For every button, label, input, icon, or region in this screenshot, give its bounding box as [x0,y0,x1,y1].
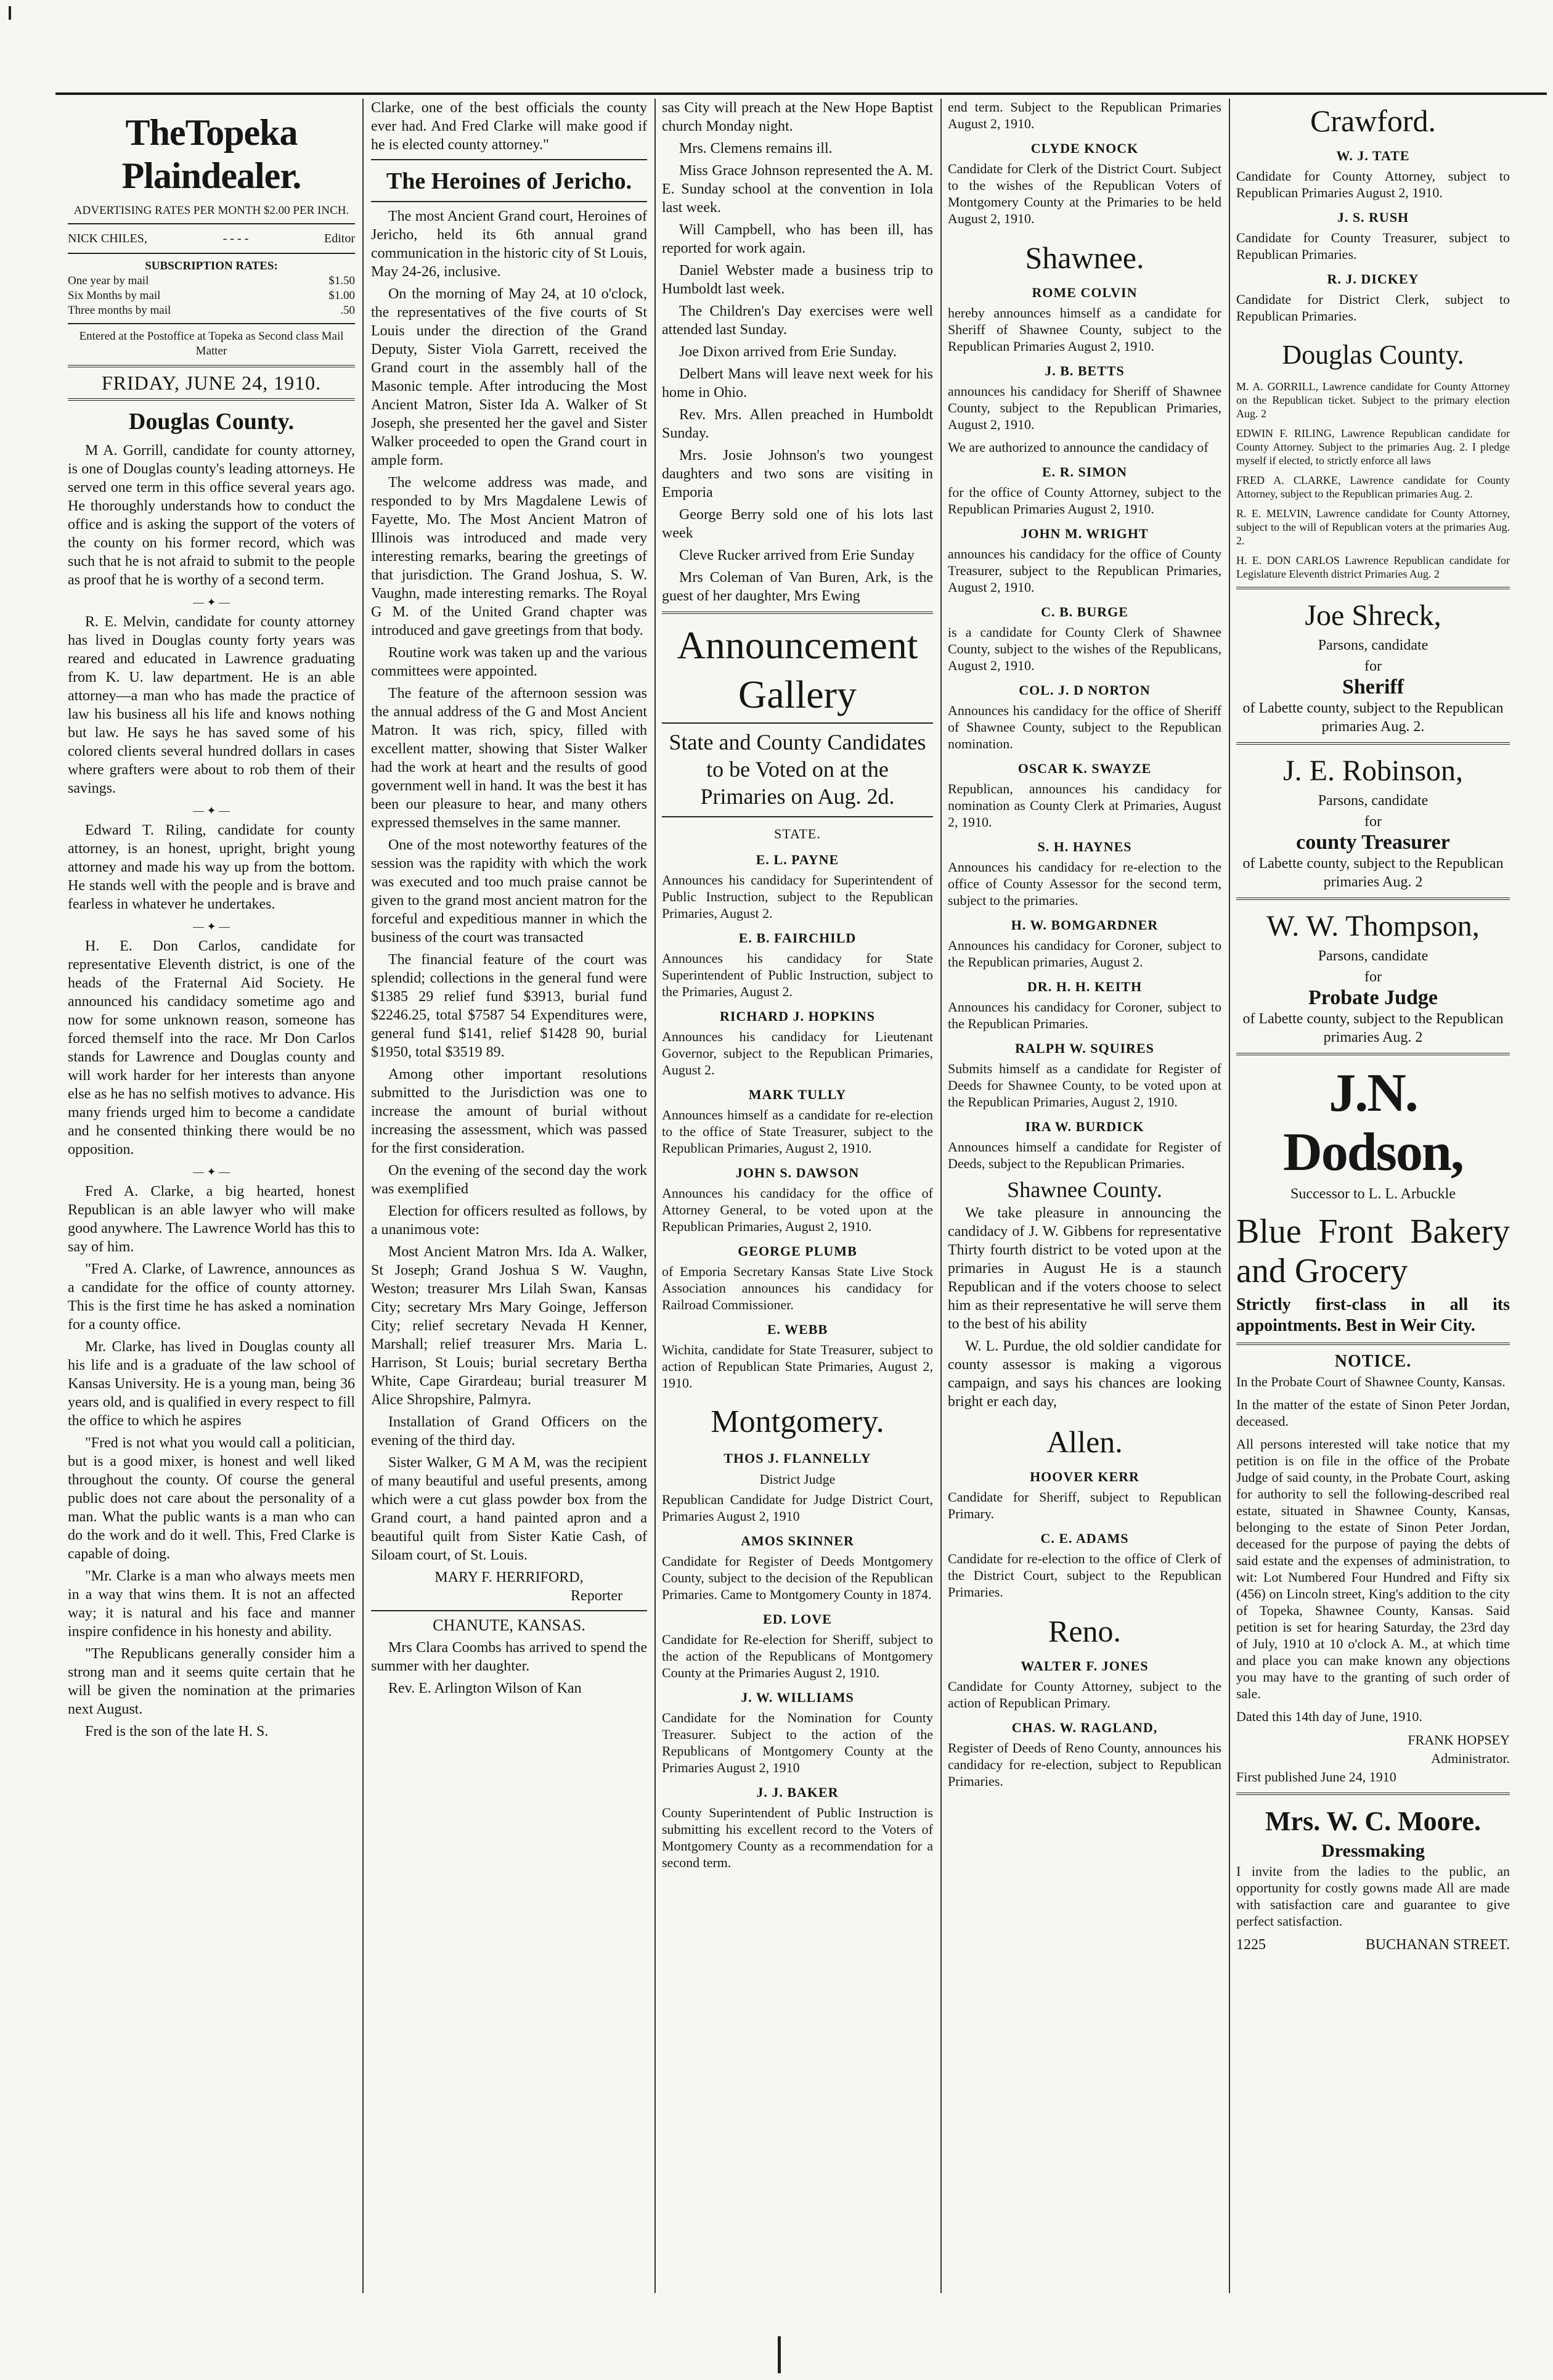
article-paragraph: Rev. E. Arlington Wilson of Kan [388,1680,582,1696]
candidate-announcement: Wichita, candidate for State Treasurer, subject to action of Republican State Primaries, August 2, 1910. [662,1342,933,1391]
candidate-name: GEORGE PLUMB [738,1243,857,1259]
notice-paragraph: Dated this 14th day of June, 1910. [1236,1709,1422,1724]
article-paragraph: On the morning of May 24, at 10 o'clock, the representatives of the five courts of St Louis under the direction of the Grand Deputy, Sister Viola Garrett, received the Grand court in the assembly hall of the Masonic temple. After introducing the Most Ancient Matron, Sister Ida A. Walker of St Joseph, she presented her the gavel and Sister Walker proceeded to open the Grand court in ample form. [371,286,647,468]
gallery-heading: Announcement [677,623,918,667]
ad-office: Dressmaking [1321,1841,1425,1861]
candidate-announcement: Candidate for County Treasurer, subject to Republican Primaries. [1236,230,1510,262]
news-item: Mrs. Josie Johnson's two youngest daughters and two sons are visiting in Emporia [662,448,933,501]
divider [68,253,355,254]
candidate-announcement: for the office of County Attorney, subject to the Republican Primaries August 2, 1910. [948,485,1221,517]
notice-paragraph: In the Probate Court of Shawnee County, Kansas. [1236,1374,1506,1389]
news-item: George Berry sold one of his lots last week [662,507,933,541]
candidate-announcement: end term. Subject to the Republican Primaries August 2, 1910. [948,99,1221,131]
article-paragraph: Clarke, one of the best officials the county ever had. And Fred Clarke will make good if he is elected county attorney." [371,100,647,153]
ad-office: Sheriff [1342,676,1404,698]
ad-place: Parsons, candidate [1318,948,1429,964]
article-paragraph: Edward T. Riling, candidate for county attorney, is an honest, upright, bright young attorney and made his way up from the bottom. He stands well with the people and is brave and fearless in whatever he undertakes. [68,822,355,912]
ad-name: J. E. Robinson, [1282,754,1464,787]
candidate-name: MARK TULLY [748,1087,847,1102]
column-rule [654,99,656,2293]
candidate-announcement: R. E. MELVIN, Lawrence candidate for County Attorney, subject to the will of Republican voters at the primaries Aug. 2. [1236,507,1510,547]
divider [371,1610,647,1611]
candidate-name: HOOVER KERR [1030,1469,1139,1484]
bakery-tagline: Strictly first-class in all its appointments. Best in Weir City. [1236,1295,1510,1335]
candidate-announcement: Candidate for County Attorney, subject to the action of Republican Primary. [948,1679,1221,1711]
candidate-announcement: Candidate for District Clerk, subject to Republican Primaries. [1236,292,1510,324]
candidate-name: C. E. ADAMS [1040,1531,1129,1546]
ad-successor: Successor to L. L. Arbuckle [1290,1186,1456,1202]
ad-name: J.N. Dodson, [1283,1063,1463,1182]
article-paragraph: "Fred A. Clarke, of Lawrence, announces as a candidate for the office of county attorney. This is the first time he has asked a nomination for a county office. [68,1261,355,1333]
section-label: STATE. [774,826,821,841]
candidate-name: ED. LOVE [763,1611,832,1627]
candidate-announcement: EDWIN F. RILING, Lawrence Republican candidate for County Attorney. Subject to the primaries Aug. 2. I pledge myself if elected, to strictly enforce all laws [1236,427,1510,467]
article-paragraph: Election for officers resulted as follows, by a unanimous vote: [371,1203,647,1238]
divider [662,611,933,614]
candidate-announcement: Announces his candidacy for the office of Attorney General, to be voted upon at the Republican Primaries, August 2, 1910. [662,1185,933,1234]
separator: — ✦ — [192,804,230,817]
candidate-name: AMOS SKINNER [741,1533,854,1548]
gallery-heading: Gallery [738,673,857,716]
editor-label: Editor [324,232,355,245]
scan-mark [778,2336,781,2373]
candidate-announcement: M. A. GORRILL, Lawrence candidate for County Attorney on the Republican ticket. Subject to the primary election Aug. 2 [1236,380,1510,420]
news-item: Mrs Coleman of Van Buren, Ark, is the guest of her daughter, Mrs Ewing [662,570,933,604]
rate-row [68,274,355,288]
candidate-announcement: Announces his candidacy for re-election to the office of County Assessor for the second term, subject to the primaries. [948,859,1221,908]
candidate-announcement: Announces his candidacy for Lieutenant Governor, subject to the Republican Primaries, August 2. [662,1029,933,1078]
news-item: Miss Grace Johnson represented the A. M. E. Sunday school at the convention in Iola last week. [662,163,933,216]
candidate-announcement: Submits himself as a candidate for Register of Deeds for Shawnee County, to be voted upon at the Republican Primaries, August 2, 1910. [948,1061,1221,1110]
divider [1236,1793,1510,1795]
ad-for: for [1364,658,1382,674]
county-heading: Shawnee County. [1007,1177,1162,1202]
rate-label: Six Months by mail [68,289,161,302]
divider [68,223,355,224]
article-paragraph: We take pleasure in announcing the candidacy of J. W. Gibbens for representative Thirty fourth district to be voted upon at the primaries in August He is a staunch Republican and if the voters choose to select him as their representative he will serve them to the best of his ability [948,1205,1221,1332]
candidate-name: J. S. RUSH [1337,210,1409,225]
candidate-preface: We are authorized to announce the candidacy of [948,440,1209,455]
ad-name: W. W. Thompson, [1266,910,1480,943]
divider [68,398,355,401]
candidate-name: RICHARD J. HOPKINS [719,1008,876,1024]
candidate-name: E. L. PAYNE [756,852,839,867]
article-paragraph: The financial feature of the court was splendid; collections in the general fund were $1385 29 relief fund $3913, burial fund $2246.25, total $7587 54 Expenditures were, general fund $141, relief $1428 90, burial $1950, total $3519 89. [371,952,647,1060]
ad-office: Probate Judge [1308,986,1438,1009]
rate-row [68,288,355,303]
issue-date: FRIDAY, JUNE 24, 1910. [101,372,322,394]
section-heading: CHANUTE, KANSAS. [433,1616,585,1634]
candidate-name: RALPH W. SQUIRES [1015,1041,1154,1056]
candidate-announcement: Candidate for Re-election for Sheriff, subject to the action of the Republicans of Montgomery County at the Primaries August 2, 1910. [662,1632,933,1680]
rate-price: .50 [340,304,355,317]
candidate-announcement: Candidate for Sheriff, subject to Republican Primary. [948,1489,1221,1521]
county-heading: Douglas County. [1282,340,1464,370]
notice-title: NOTICE. [1334,1352,1412,1371]
county-heading: Allen. [1046,1425,1123,1459]
article-paragraph: Sister Walker, G M A M, was the recipient of many beautiful and useful presents, among which were a cut glass powder box from the Grand court, a hand painted apron and a beautiful quilt from Sister Katie Cash, of Siloam court, of St. Louis. [371,1455,647,1563]
article-paragraph: "Mr. Clarke is a man who always meets men in a way that wins them. It is not an affected way; it is natural and his face and manner inspire confidence in his honesty and ability. [68,1568,355,1640]
column-rule [362,99,364,2293]
column-2 [371,99,647,2293]
article-paragraph: "The Republicans generally consider him a strong man and it seems quite certain that he will be given the nomination at the primaries next August. [68,1646,355,1717]
notice-paragraph: All persons interested will take notice that my petition is on file in the office of the Probate Judge of said county, in the Probate Court, asking for authority to sell the following-described real estate, situated in Shawnee County, Kansas, belonging to the estate of Sinon Peter Jordan, deceased for the purpose of paying the debts of said estate and the expenses of administration, to wit: Lot Numbered Four Hundred and Fifty six (456) on Lincoln street, King's addition to the city of Topeka, Shawnee County, Kansas. Said petition is set for hearing Saturday, the 23rd day of July, 1910 at 10 o'clock A. M., at which time and place you can make known any objections you may have to the granting of such order of sale. [1236,1436,1510,1701]
separator: — ✦ — [192,596,230,608]
article-paragraph: Most Ancient Matron Mrs. Ida A. Walker, St Joseph; Grand Joshua S W. Vaughn, Weston; treasurer Mrs Lilah Swan, Kansas City; secretary Mrs Mary Goinge, Jefferson City; relief secretary Nevada H Kenner, Marshall; relief treasurer Mrs. Maria L. Harrison, St Louis; burial secretary Bertha White, Cape Girardeau; burial treasurer M Alice Shropshire, Palmyra. [371,1244,647,1408]
notice-role: Administrator. [1431,1751,1510,1766]
candidate-announcement: Announces his candidacy for Coroner, subject to the Republican Primaries. [948,999,1221,1031]
rate-row [68,303,355,318]
divider [1236,1343,1510,1345]
column-5 [1236,99,1510,2293]
candidate-name: J. J. BAKER [756,1785,839,1800]
candidate-name: JOHN M. WRIGHT [1021,526,1149,541]
separator: — ✦ — [192,920,230,933]
scan-mark [9,6,11,20]
candidate-name: OSCAR K. SWAYZE [1017,761,1152,776]
divider [1236,1053,1510,1055]
divider [662,816,933,817]
candidate-announcement: Candidate for Clerk of the District Court. Subject to the wishes of the Republican Voters of Montgomery County at the Primaries to be held August 2, 1910. [948,161,1221,226]
ad-text: of Labette county, subject to the Republican primaries Aug. 2. [1242,700,1504,735]
article-paragraph: R. E. Melvin, candidate for county attorney has lived in Douglas county forty years was reared and educated in Lawrence graduating from K. U. law department. He is an able attorney—a man who has made the practice of law his business all his life and knows nothing but law. He says he has saved some of his colored clients several hundred dollars in cases where grafters were about to rob them of their savings. [68,614,355,796]
article-paragraph: The welcome address was made, and responded to by Mrs Magdalene Lewis of Fayette, Mo. The Most Ancient Matron of Illinois was introduced and made very interesting remarks, bearing the greetings of that jurisdiction. The Grand Joshua, S. W. Vaughn, made interesting remarks. The Royal G M. of the United Grand chapter was introduced and gave greetings from that body. [371,475,647,639]
editor-name: NICK CHILES, [68,232,147,245]
advertising-rates: ADVERTISING RATES PER MONTH $2.00 PER INCH. [73,204,349,217]
candidate-name: E. B. FAIRCHILD [738,930,857,946]
candidate-announcement: County Superintendent of Public Instruction is submitting his excellent record to the Voters of Montgomery County as a recommendation for a second term. [662,1805,933,1870]
article-paragraph: W. L. Purdue, the old soldier candidate for county assessor is making a vigorous campaign, and says his chances are looking bright er each day, [948,1338,1221,1410]
candidate-office: District Judge [759,1471,836,1487]
divider [68,365,355,367]
candidate-announcement: Republican, announces his candidacy for nomination as County Clerk at Primaries, August 2, 1910. [948,781,1221,830]
candidate-announcement: Register of Deeds of Reno County, announces his candidacy for re-election, subject to Republican Primaries. [948,1740,1221,1789]
news-item: sas City will preach at the New Hope Baptist church Monday night. [662,100,933,134]
candidate-announcement: Candidate for County Attorney, subject to Republican Primaries August 2, 1910. [1236,168,1510,200]
article-paragraph: "Fred is not what you would call a politician, but is a good mixer, is honest and well liked throughout the county. Of course the general public does not care about the personality of a man. What the public wants is a man who can do the work and do it well. This, Fred Clarke is capable of doing. [68,1435,355,1562]
news-item: The Children's Day exercises were well attended last Sunday. [662,303,933,338]
entered-notice: Entered at the Postoffice at Topeka as Second class Mail Matter [79,330,344,358]
county-heading: Crawford. [1310,104,1437,138]
ad-text: of Labette county, subject to the Republican primaries Aug. 2 [1242,1011,1504,1045]
candidate-announcement: Announces himself a candidate for Register of Deeds, subject to the Republican Primaries. [948,1139,1221,1171]
candidate-announcement: Announces his candidacy for Coroner, subject to the Republican primaries, August 2. [948,938,1221,970]
column-3 [662,99,933,2293]
news-item: Daniel Webster made a business trip to Humboldt last week. [662,263,933,297]
candidate-announcement: of Emporia Secretary Kansas State Live Stock Association announces his candidacy for Railroad Commissioner. [662,1264,933,1312]
article-paragraph: Fred A. Clarke, a big hearted, honest Republican is an able lawyer who will make good anywhere. The Lawrence World has this to say of him. [68,1184,355,1255]
candidate-announcement: Announces his candidacy for State Superintendent of Public Instruction, subject to the Primaries, August 2. [662,951,933,999]
ad-for: for [1364,969,1382,985]
column-1 [68,99,355,2293]
subscription-title: SUBSCRIPTION RATES: [145,260,278,272]
signature-role: Reporter [571,1588,622,1604]
candidate-announcement: Candidate for re-election to the office of Clerk of the District Court, subject to the Republican Primaries. [948,1551,1221,1600]
article-paragraph: Among other important resolutions submitted to the Jurisdiction was one to increase the amount of burial without increasing the assessment, which was passed for the first consideration. [371,1066,647,1156]
candidate-announcement: is a candidate for County Clerk of Shawnee County, subject to the wishes of the Republicans, August 2, 1910. [948,624,1221,673]
ad-name: Mrs. W. C. Moore. [1265,1806,1481,1836]
ad-place: Parsons, candidate [1318,793,1429,809]
candidate-name: WALTER F. JONES [1021,1658,1149,1674]
news-item: Rev. Mrs. Allen preached in Humboldt Sunday. [662,407,933,441]
candidate-name: C. B. BURGE [1041,604,1128,620]
signature: MARY F. HERRIFORD, [434,1569,584,1585]
divider [662,722,933,724]
candidate-name: CLYDE KNOCK [1030,141,1139,156]
candidate-name: R. J. DICKEY [1327,271,1419,287]
notice-paragraph: In the matter of the estate of Sinon Peter Jordan, deceased. [1236,1397,1510,1429]
article-paragraph: Routine work was taken up and the various committees were appointed. [371,645,647,679]
ad-address [1236,1936,1510,1954]
gallery-subheading: State and County Candidates to be Voted on at the Primaries on Aug. 2d. [669,730,926,809]
candidate-name: COL. J. D NORTON [1019,682,1151,698]
divider [1236,587,1510,589]
candidate-announcement: Republican Candidate for Judge District Court, Primaries August 2, 1910 [662,1492,933,1524]
article-paragraph: Mr. Clarke, has lived in Douglas county all his life and is a graduate of the law school of Kansas University. He is a young man, being 36 years old, and is qualified in every respect to fill the office to which he aspires [68,1339,355,1429]
divider [371,159,647,160]
section-heading: Douglas County. [128,409,295,435]
top-rule [55,92,1547,95]
article-paragraph: Mrs Clara Coombs has arrived to spend the summer with her daughter. [371,1640,647,1674]
news-item: Cleve Rucker arrived from Erie Sunday [679,547,915,563]
candidate-announcement: Announces his candidacy for Superintendent of Public Instruction, subject to the Republican Primaries, August 2. [662,872,933,921]
county-heading: Shawnee. [1025,240,1144,275]
candidate-name: E. R. SIMON [1041,464,1128,480]
candidate-announcement: Announces his candidacy for the office of Sheriff of Shawnee County, subject to the Republican nomination. [948,703,1221,751]
news-item: Mrs. Clemens remains ill. [679,141,833,157]
candidate-name: JOHN S. DAWSON [735,1165,860,1180]
article-paragraph: The feature of the afternoon session was the annual address of the G and Most Ancient Matron. It was rich, spicy, filled with excellent matter, showing that Sister Walker had the work at heart and the results of good government well in hand. It was the best it has been our pleasure to hear, and many others expressed themselves in the same manner. [371,685,647,831]
rate-label: One year by mail [68,274,149,287]
news-item: Delbert Mans will leave next week for his home in Ohio. [662,366,933,401]
ad-place: Parsons, candidate [1318,637,1429,653]
rate-price: $1.50 [328,274,355,287]
candidate-name: W. J. TATE [1336,148,1410,163]
ad-office: county Treasurer [1296,831,1450,854]
candidate-announcement: Candidate for Register of Deeds Montgomery County, subject to the decision of the Republican Primaries. Came to Montgomery County in 1874. [662,1553,933,1602]
candidate-announcement: Announces himself as a candidate for re-election to the office of State Treasurer, subject to the Republican Primaries, August 2, 1910. [662,1107,933,1156]
news-item: Will Campbell, who has been ill, has reported for work again. [662,222,933,256]
candidate-announcement: hereby announces himself as a candidate for Sheriff of Shawnee County, subject to the Republican Primaries August 2, 1910. [948,305,1221,354]
masthead-title: TheTopeka Plaindealer. [121,112,301,196]
bakery-name: Blue Front Bakery and Grocery [1236,1212,1510,1290]
divider [68,323,355,324]
article-paragraph: One of the most noteworthy features of the session was the rapidity with which the work was executed and too much praise cannot be given to the grand most ancient matron for the forceful and expeditious manner in which the business of the court was transacted [371,837,647,946]
street-number: 1225 [1236,1937,1266,1953]
notice-published: First published June 24, 1910 [1236,1769,1396,1785]
divider [1236,898,1510,900]
candidate-name: E. WEBB [767,1322,828,1337]
ad-name: Joe Shreck, [1305,599,1441,632]
candidate-announcement: FRED A. CLARKE, Lawrence candidate for County Attorney, subject to the Republican primaries Aug. 2. [1236,474,1510,500]
candidate-name: H. W. BOMGARDNER [1011,917,1159,933]
article-paragraph: The most Ancient Grand court, Heroines of Jericho, held its 6th annual grand communication in the historic city of St Louis, May 24-26, inclusive. [371,208,647,280]
news-item: Joe Dixon arrived from Erie Sunday. [679,344,897,360]
candidate-announcement: Candidate for the Nomination for County Treasurer. Subject to the action of the Republicans of Montgomery County at the Primaries August 2, 1910 [662,1710,933,1775]
subscription-rates [68,274,355,318]
section-heading: The Heroines of Jericho. [386,168,632,194]
candidate-name: S. H. HAYNES [1037,839,1132,854]
candidate-name: ROME COLVIN [1032,285,1138,300]
candidate-name: J. W. WILLIAMS [741,1690,854,1705]
ad-text: of Labette county, subject to the Republican primaries Aug. 2 [1242,856,1504,890]
editor-line [68,229,355,248]
article-paragraph: Fred is the son of the late H. S. [85,1724,269,1740]
county-heading: Reno. [1048,1614,1122,1648]
candidate-name: IRA W. BURDICK [1025,1119,1144,1134]
candidate-announcement: announces his candidacy for the office of County Treasurer, subject to the Republican Primaries, August 2, 1910. [948,546,1221,595]
editor-dots: - - - - [222,232,249,245]
street-name: BUCHANAN STREET. [1365,1937,1510,1953]
candidate-announcement: H. E. DON CARLOS Lawrence Republican candidate for Legislature Eleventh district Primaries Aug. 2 [1236,554,1510,580]
divider [371,201,647,202]
article-paragraph: Installation of Grand Officers on the evening of the third day. [371,1414,647,1449]
candidate-announcement: announces his candidacy for Sheriff of Shawnee County, subject to the Republican Primaries, August 2, 1910. [948,383,1221,432]
ad-text: I invite from the ladies to the public, an opportunity for costly gowns made All are made with satisfaction care and guarantee to give perfect satisfaction. [1236,1863,1510,1929]
rate-label: Three months by mail [68,304,171,317]
candidate-name: J. B. BETTS [1045,363,1125,378]
article-paragraph: On the evening of the second day the work was exemplified [371,1163,647,1197]
column-rule [1229,99,1230,2293]
candidate-name: THOS J. FLANNELLY [724,1450,871,1466]
ad-for: for [1364,814,1382,830]
county-heading: Montgomery. [711,1404,884,1439]
divider [1236,742,1510,745]
rate-price: $1.00 [328,289,355,302]
notice-signature: FRANK HOPSEY [1408,1732,1510,1748]
article-paragraph: H. E. Don Carlos, candidate for representative Eleventh district, is one of the heads of the Fraternal Aid Society. He announced his candidacy sometime ago and now for some unknown reason, someone has forced themself into the race. Mr Don Carlos stands for Lawrence and Douglas county and will work harder for her interests than anyone else as he has no selfish motives to advance. His many friends urged him to become a candidate and he consented thinking there would be no opposition. [68,938,355,1158]
separator: — ✦ — [192,1166,230,1178]
column-rule [940,99,942,2293]
candidate-name: CHAS. W. RAGLAND, [1011,1720,1158,1735]
candidate-name: DR. H. H. KEITH [1027,979,1143,994]
column-4 [948,99,1221,2293]
article-paragraph: M A. Gorrill, candidate for county attorney, is one of Douglas county's leading attorneys. He served one term in this office several years ago. He thoroughly understands how to conduct the office and is asking the support of the voters of the county on his former record, which was such that he is not afraid to submit to the people as proof that he is worthy of a second term. [68,443,355,588]
